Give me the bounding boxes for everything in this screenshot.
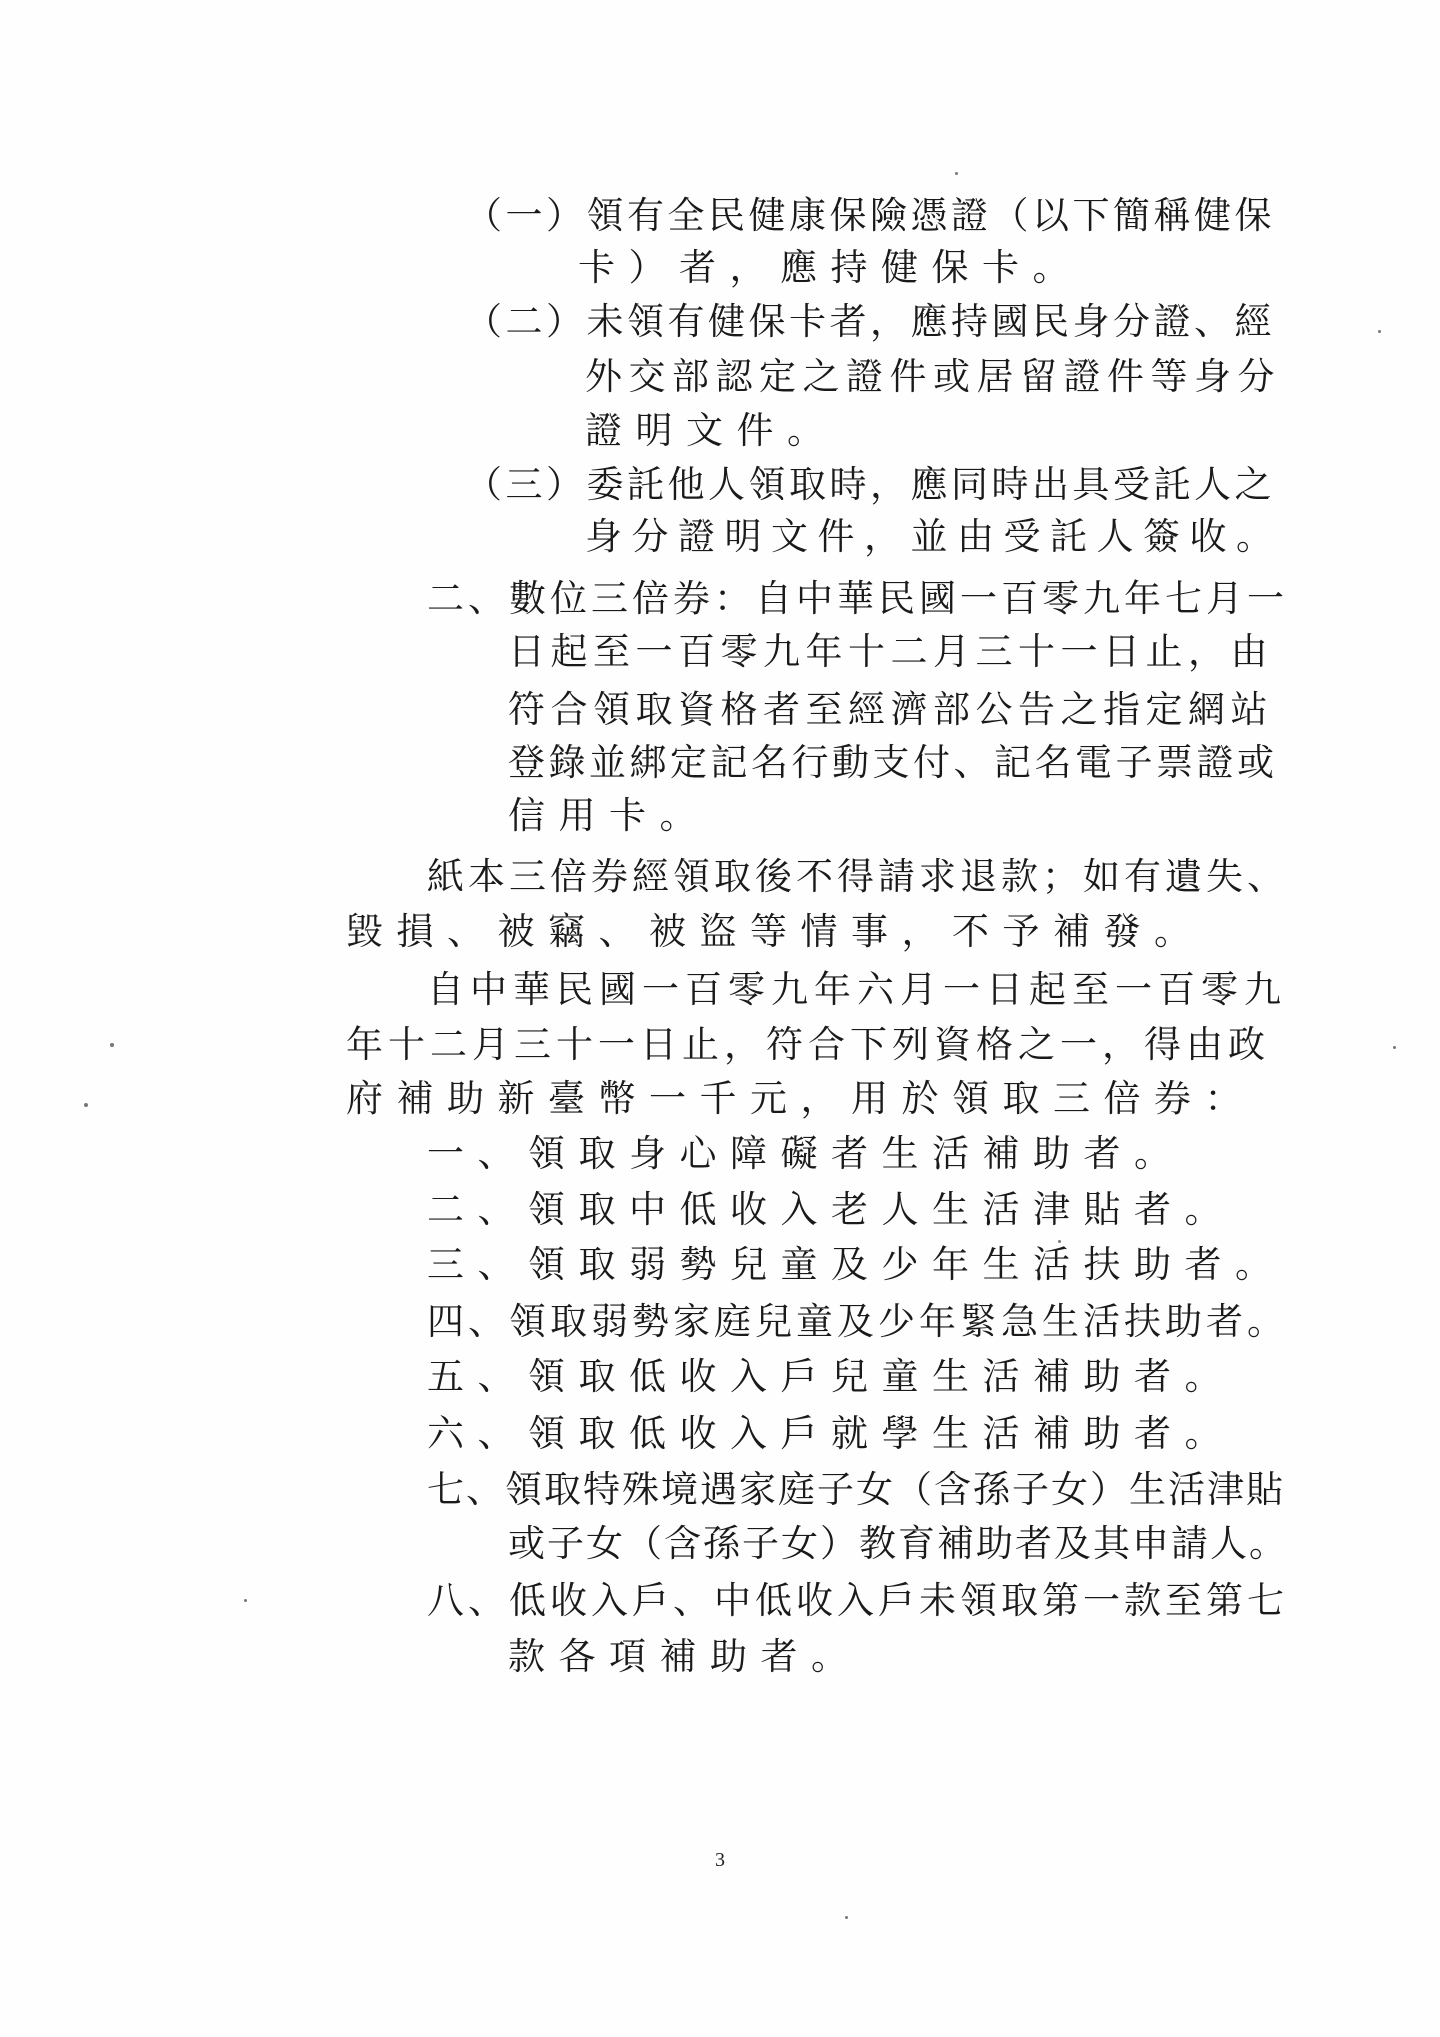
scan-speck — [845, 1916, 848, 1919]
list-item: 一、領取身心障礙者生活補助者。 — [427, 1132, 1185, 1175]
list-item-continuation: 或子女（含孫子女）教育補助者及其申請人。 — [508, 1522, 1288, 1565]
doc-line: 卡）者，應持健保卡。 — [578, 246, 1083, 289]
scan-speck — [955, 172, 958, 175]
doc-line: 外交部認定之證件或居留證件等身分 — [585, 355, 1281, 398]
doc-line: 日起至一百零九年十二月三十一日止，由 — [508, 630, 1273, 673]
doc-line: （一）領有全民健康保險憑證（以下簡稱健保 — [465, 194, 1275, 237]
scan-speck — [1393, 1046, 1396, 1049]
list-item: 三、領取弱勢兒童及少年生活扶助者。 — [427, 1243, 1286, 1286]
doc-line: 毀損、被竊、被盜等情事，不予補發。 — [346, 910, 1205, 953]
doc-line: 身分證明文件，並由受託人簽收。 — [585, 515, 1283, 558]
doc-line: 符合領取資格者至經濟部公告之指定網站 — [508, 688, 1273, 731]
list-item: 八、低收入戶、中低收入戶未領取第一款至第七 — [427, 1579, 1288, 1622]
doc-line: 自中華民國一百零九年六月一日起至一百零九 — [427, 968, 1287, 1011]
scan-speck — [110, 1043, 114, 1047]
doc-line: 府補助新臺幣一千元，用於領取三倍券： — [346, 1077, 1255, 1120]
scan-speck — [1378, 330, 1381, 333]
list-item: 六、領取低收入戶就學生活補助者。 — [427, 1412, 1235, 1455]
scan-speck — [84, 1103, 88, 1107]
doc-line: （二）未領有健保卡者，應持國民身分證、經 — [465, 300, 1275, 343]
doc-line: 登錄並綁定記名行動支付、記名電子票證或 — [508, 741, 1278, 784]
page-number: 3 — [715, 1849, 725, 1871]
doc-line: 年十二月三十一日止，符合下列資格之一，得由政 — [346, 1023, 1270, 1066]
doc-line: 信用卡。 — [508, 794, 710, 837]
doc-line: 二、數位三倍券：自中華民國一百零九年七月一 — [427, 577, 1288, 620]
scan-speck — [244, 1599, 247, 1602]
doc-line: 紙本三倍券經領取後不得請求退款；如有遺失、 — [427, 855, 1288, 898]
list-item-continuation: 款各項補助者。 — [508, 1635, 862, 1678]
list-item: 四、領取弱勢家庭兒童及少年緊急生活扶助者。 — [427, 1300, 1288, 1343]
list-item: 五、領取低收入戶兒童生活補助者。 — [427, 1355, 1235, 1398]
scan-speck — [1058, 1240, 1061, 1243]
list-item: 七、領取特殊境遇家庭子女（含孫子女）生活津貼 — [427, 1468, 1285, 1511]
list-item: 二、領取中低收入老人生活津貼者。 — [427, 1188, 1235, 1231]
doc-line: （三）委託他人領取時，應同時出具受託人之 — [465, 463, 1275, 506]
doc-line: 證明文件。 — [585, 409, 838, 452]
